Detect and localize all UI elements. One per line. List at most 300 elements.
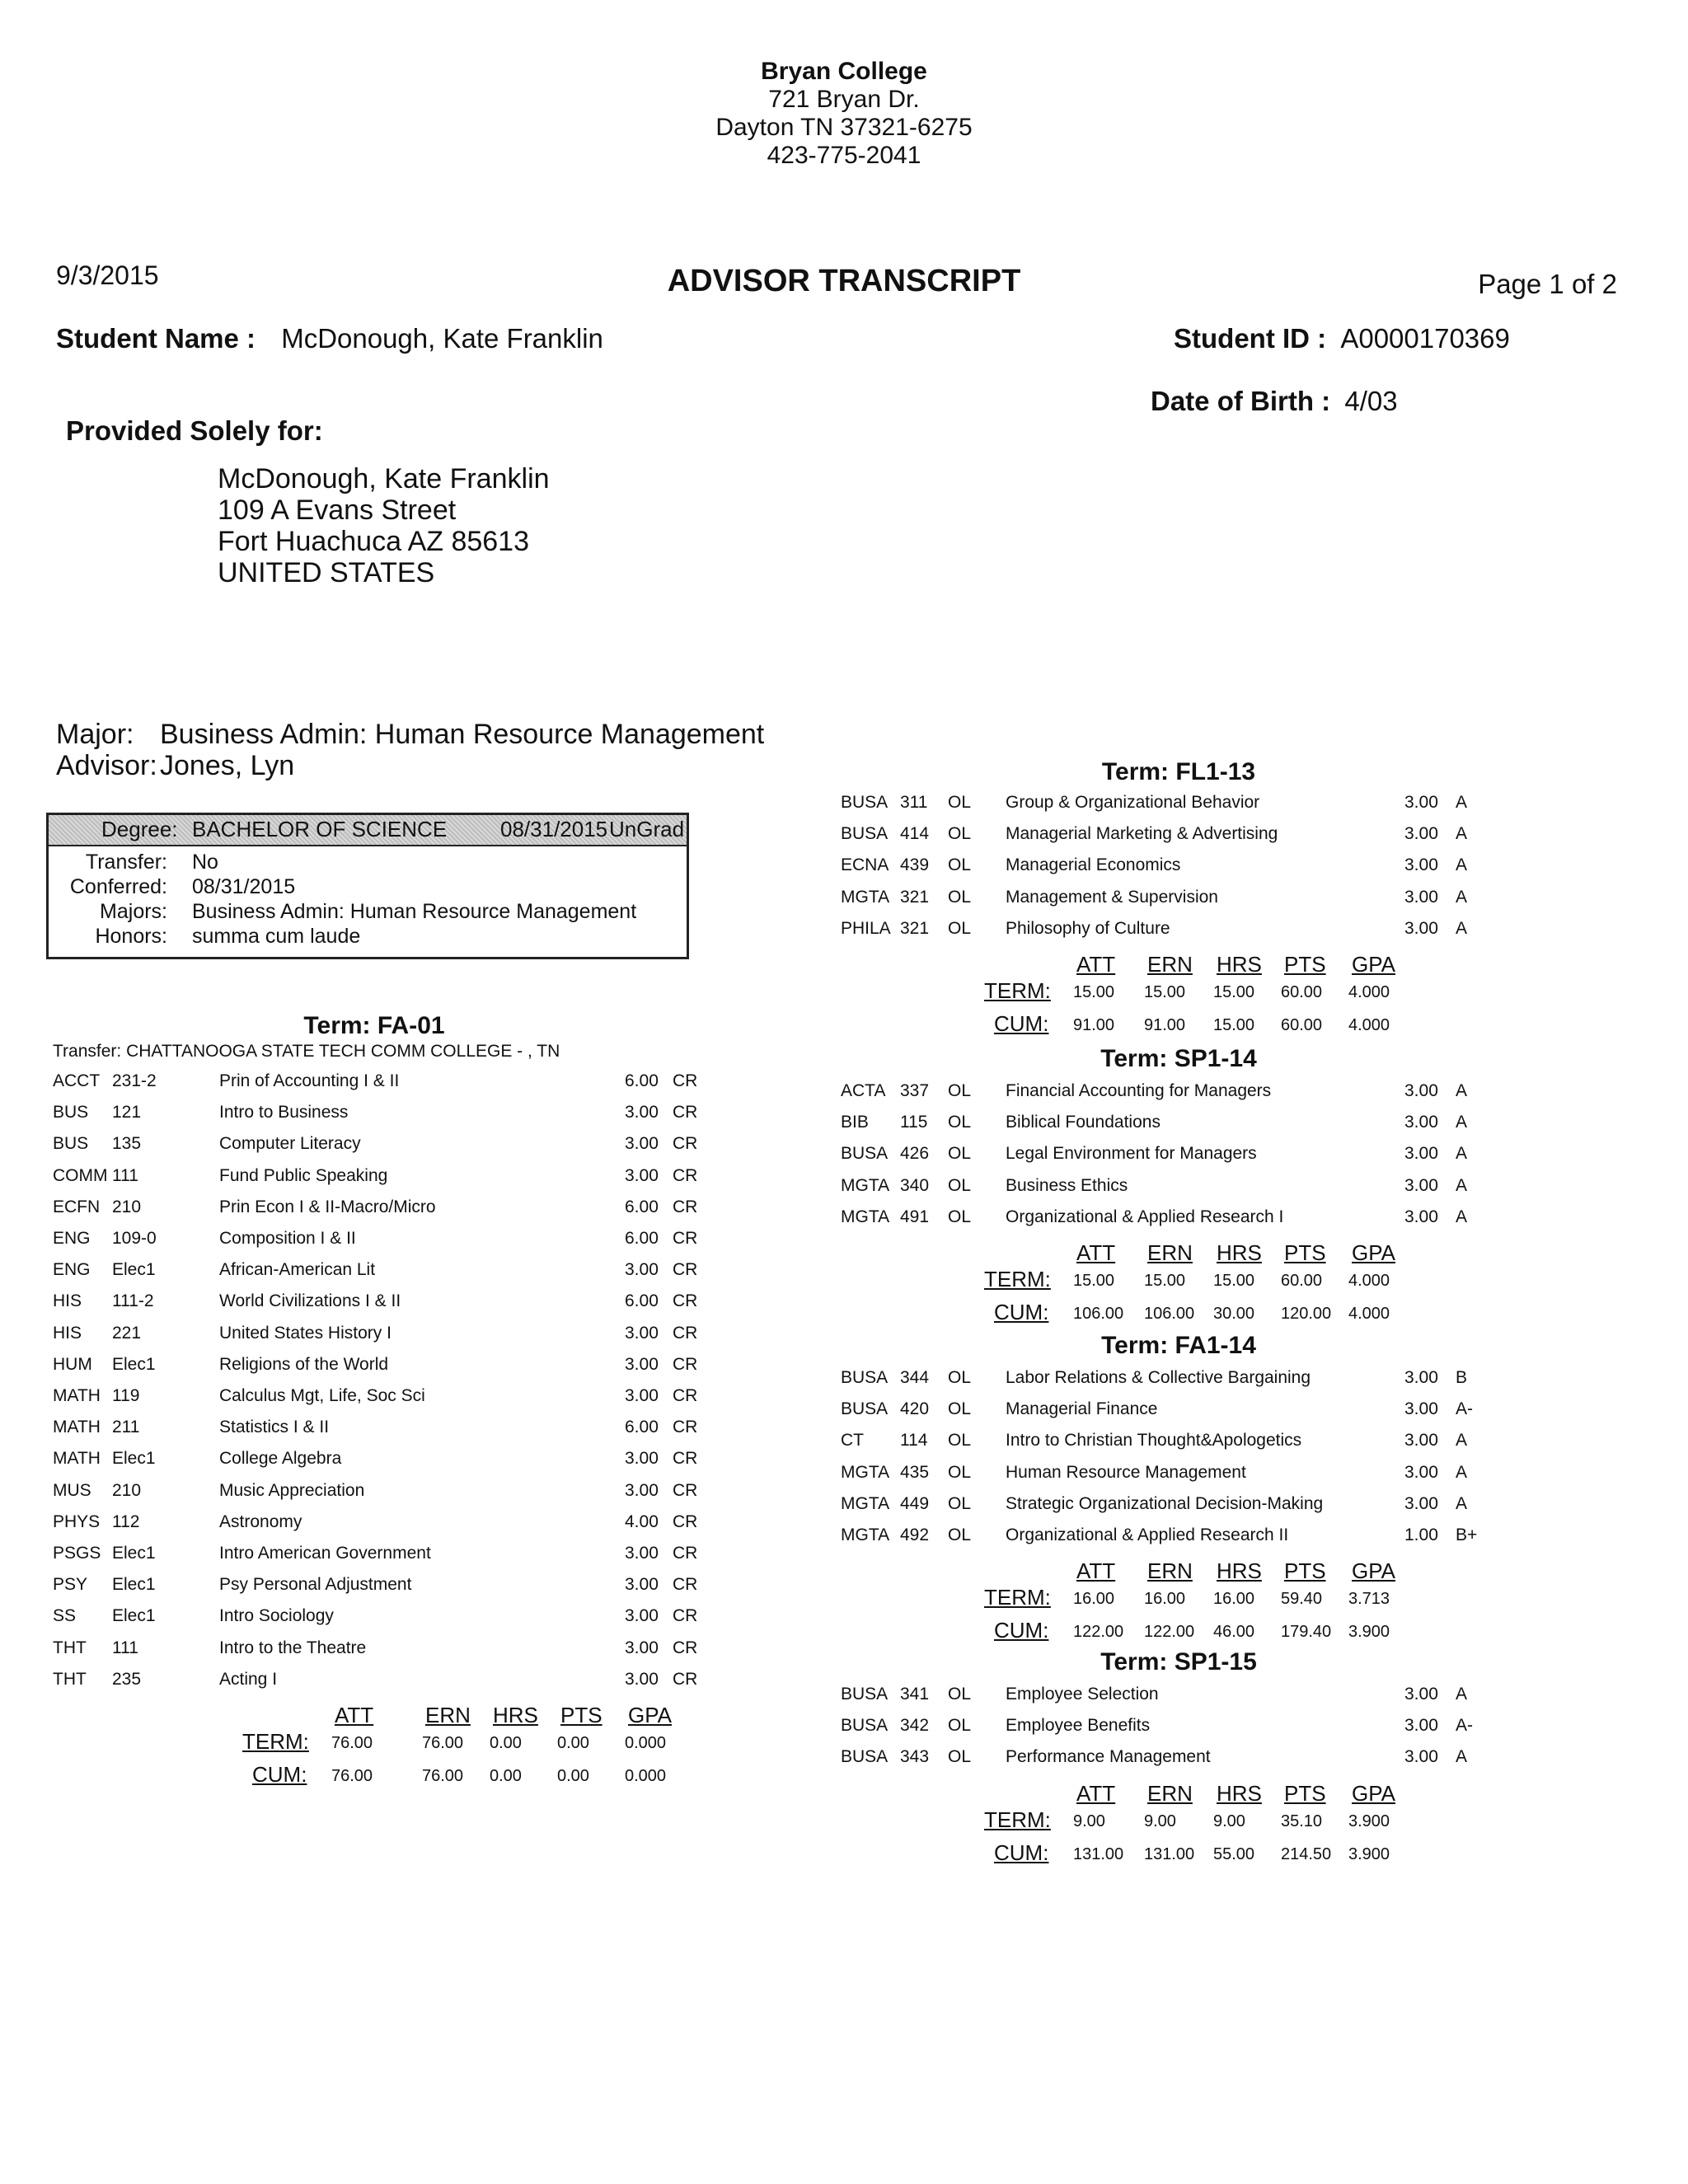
course-credits: 6.00 [625,1418,659,1437]
course-number: 111 [112,1638,138,1657]
course-grade: A [1456,793,1468,812]
term-summary [841,1240,1517,1331]
course-mode: OL [948,793,972,812]
course-title: Astronomy [219,1511,302,1531]
term-title: Term: SP1-15 [1100,1648,1257,1675]
document-title: ADVISOR TRANSCRIPT [667,264,1021,298]
institution-address-1: 721 Bryan Dr. [768,86,920,113]
course-credits: 6.00 [625,1197,659,1216]
course-row [53,1606,696,1638]
term-value: 0.00 [557,1734,589,1752]
course-row [53,1291,696,1323]
major-label: Major: [56,719,134,750]
course-grade: A [1456,855,1468,875]
course-credits: 3.00 [625,1323,659,1343]
term-value: 76.00 [422,1734,464,1752]
cum-row-label: CUM: [994,1300,1049,1324]
course-subject: BUSA [841,1368,889,1387]
course-grade: A [1456,1081,1468,1100]
course-number: 342 [900,1716,930,1736]
course-title: Business Ethics [1006,1175,1128,1195]
course-grade: CR [673,1575,698,1595]
course-grade: CR [673,1386,698,1405]
course-grade: B+ [1456,1526,1478,1544]
term-title: Term: FA-01 [303,1012,445,1039]
course-grade: CR [673,1103,698,1122]
cum-value: 4.000 [1348,1305,1390,1323]
student-id: A0000170369 [1340,323,1510,354]
course-row [53,1670,696,1701]
major-advisor [56,719,764,781]
term-row-label: TERM: [242,1729,309,1754]
course-number: 420 [900,1399,930,1419]
course-mode: OL [948,887,972,907]
summary-header: GPA [1352,952,1395,977]
summary-header: HRS [1217,952,1262,977]
degree-row [49,850,687,874]
course-subject: CT [841,1431,864,1451]
course-number: 311 [900,793,928,812]
term-title: Term: FL1-13 [1101,758,1256,785]
page-number: Page 1 of 2 [1478,269,1617,299]
course-credits: 3.00 [1404,824,1438,844]
degree-row-value: summa cum laude [192,925,361,948]
term-value: 3.713 [1348,1590,1390,1609]
course-title: Managerial Finance [1006,1399,1158,1419]
course-grade: A- [1456,1716,1473,1736]
course-grade: A [1456,1175,1468,1195]
course-credits: 3.00 [1404,1207,1438,1226]
course-title: Statistics I & II [219,1418,330,1437]
course-row [53,1229,696,1260]
course-subject: MUS [53,1480,91,1500]
course-title: Organizational & Applied Research I [1006,1207,1284,1226]
course-number: Elec1 [112,1260,156,1280]
course-row [841,1207,1517,1239]
course-title: United States History I [219,1323,392,1343]
course-row [53,1324,696,1355]
cum-value: 76.00 [331,1767,373,1785]
course-credits: 3.00 [625,1134,659,1154]
course-title: Intro to the Theatre [219,1638,367,1657]
course-mode: OL [948,855,972,875]
course-credits: 3.00 [1404,1368,1438,1387]
course-credits: 3.00 [1404,855,1438,875]
term-row-label: TERM: [984,1585,1051,1610]
cum-value: 55.00 [1213,1844,1255,1863]
course-title: Biblical Foundations [1006,1113,1160,1132]
address-line: 109 A Evans Street [218,494,457,526]
course-number: Elec1 [112,1544,156,1563]
term-value: 9.00 [1213,1811,1245,1830]
student-name-row [56,323,603,354]
course-subject: MGTA [841,1175,890,1195]
course-title: Managerial Economics [1006,855,1181,875]
course-row [53,1197,696,1229]
institution-address-2: Dayton TN 37321-6275 [715,114,973,141]
course-number: 449 [900,1493,930,1513]
course-row [53,1386,696,1418]
course-grade: A [1456,887,1468,907]
course-subject: BUSA [841,1716,889,1736]
summary-header: ERN [1147,952,1193,977]
summary-header: ATT [1076,952,1116,977]
course-mode: OL [948,1747,972,1767]
course-subject: MGTA [841,1526,890,1544]
course-number: 343 [900,1747,930,1767]
course-number: 112 [112,1511,140,1531]
course-subject: ENG [53,1260,91,1280]
course-row [53,1449,696,1480]
course-number: 210 [112,1197,142,1216]
course-grade: CR [673,1260,698,1280]
course-grade: CR [673,1638,698,1657]
cum-value: 91.00 [1073,1016,1115,1034]
summary-header: ATT [335,1703,374,1727]
major-value: Business Admin: Human Resource Management [160,719,765,750]
term-value: 4.000 [1348,1272,1390,1290]
course-number: 231-2 [112,1071,157,1090]
course-credits: 3.00 [625,1544,659,1563]
course-credits: 3.00 [1404,1493,1438,1513]
cum-value: 179.40 [1281,1623,1332,1642]
course-number: 111-2 [112,1291,154,1311]
summary-header: PTS [1284,952,1326,977]
course-grade: A [1456,1144,1468,1164]
term-value: 16.00 [1144,1590,1186,1609]
course-credits: 3.00 [625,1638,659,1657]
summary-header: HRS [1217,1240,1262,1265]
course-mode: OL [948,1207,972,1226]
cum-value: 214.50 [1281,1844,1332,1863]
course-title: Strategic Organizational Decision-Making [1006,1493,1324,1513]
cum-value: 4.000 [1348,1016,1390,1034]
summary-header: PTS [1284,1558,1326,1584]
summary-header: ERN [1147,1780,1193,1806]
course-credits: 3.00 [1404,887,1438,907]
term-title: Term: FA1-14 [1101,1332,1256,1359]
dob-row [1151,386,1398,417]
course-subject: MGTA [841,1493,890,1513]
course-row [53,1166,696,1197]
cum-value: 91.00 [1144,1016,1186,1034]
course-number: Elec1 [112,1354,156,1374]
course-number: 111 [112,1165,138,1185]
cum-value: 0.00 [490,1767,522,1785]
course-credits: 3.00 [625,1669,659,1689]
course-number: 414 [900,824,930,844]
course-subject: ECNA [841,855,889,875]
course-number: Elec1 [112,1606,156,1626]
course-title: Composition I & II [219,1229,356,1248]
course-credits: 3.00 [1404,1175,1438,1195]
cum-row-label: CUM: [994,1840,1049,1865]
course-row [53,1512,696,1544]
course-credits: 3.00 [1404,1081,1438,1100]
course-subject: ECFN [53,1197,101,1216]
course-grade: CR [673,1449,698,1469]
cum-value: 122.00 [1073,1623,1124,1642]
course-subject: HIS [53,1323,82,1343]
course-title: Fund Public Speaking [219,1165,388,1185]
course-title: Computer Literacy [219,1134,361,1154]
summary-header: GPA [1352,1780,1395,1806]
student-name: McDonough, Kate Franklin [281,323,603,354]
course-row [841,1685,1517,1716]
course-row [841,855,1517,887]
course-row [53,1103,696,1134]
term-value: 59.40 [1281,1590,1323,1609]
course-row [841,824,1517,855]
course-number: 435 [900,1462,930,1482]
student-id-label: Student ID : [1174,323,1327,354]
cum-row-label: CUM: [252,1762,307,1787]
course-mode: OL [948,1685,972,1704]
address-line: Fort Huachuca AZ 85613 [218,526,530,557]
course-subject: ACCT [53,1071,101,1090]
course-row [53,1071,696,1103]
course-subject: PHYS [53,1511,101,1531]
course-number: 492 [900,1526,930,1544]
course-number: 340 [900,1175,930,1195]
term-value: 15.00 [1213,1272,1255,1290]
course-mode: OL [948,1716,972,1736]
course-credits: 3.00 [625,1165,659,1185]
course-credits: 3.00 [1404,1113,1438,1132]
degree-row-label: Conferred: [69,875,167,898]
course-grade: A- [1456,1399,1473,1419]
course-row [53,1544,696,1575]
course-row [841,1716,1517,1747]
course-row [841,1081,1517,1113]
course-credits: 3.00 [625,1103,659,1122]
degree-row-label: Transfer: [85,851,167,874]
term-summary [841,952,1517,1043]
degree-row-value: 08/31/2015 [192,875,296,898]
course-number: 321 [900,887,930,907]
degree-row [49,924,687,949]
course-credits: 3.00 [625,1606,659,1626]
cum-row-label: CUM: [994,1011,1049,1036]
course-credits: 3.00 [625,1575,659,1595]
term-value: 4.000 [1348,983,1390,1001]
degree-row-label: Honors: [95,925,167,948]
course-number: 321 [900,918,930,938]
degree-label: Degree: [101,817,178,841]
course-grade: A [1456,918,1468,938]
summary-header: PTS [560,1703,603,1727]
course-row [53,1260,696,1291]
course-subject: BUSA [841,1144,889,1164]
term-value: 35.10 [1281,1811,1323,1830]
term-value: 15.00 [1213,983,1255,1001]
student-id-row [1174,323,1510,354]
institution-phone: 423-775-2041 [767,142,921,169]
course-title: Intro to Business [219,1103,349,1122]
summary-header: HRS [493,1703,538,1727]
cum-value: 46.00 [1213,1623,1255,1642]
institution-header [0,58,1688,170]
course-title: Acting I [219,1669,278,1689]
summary-header: ERN [1147,1240,1193,1265]
cum-value: 106.00 [1073,1305,1124,1323]
course-title: Calculus Mgt, Life, Soc Sci [219,1386,425,1405]
term-value: 76.00 [331,1734,373,1752]
summary-header: ATT [1076,1558,1116,1584]
course-title: World Civilizations I & II [219,1291,401,1311]
course-subject: PSGS [53,1544,101,1563]
degree-row [49,874,687,899]
course-number: 439 [900,855,930,875]
course-title: Intro to Christian Thought&Apologetics [1006,1431,1302,1451]
cum-value: 0.00 [557,1767,589,1785]
course-grade: CR [673,1134,698,1154]
advisor-label: Advisor: [56,750,157,781]
course-grade: A [1456,824,1468,844]
summary-header: ERN [1147,1558,1193,1584]
term-value: 16.00 [1213,1590,1255,1609]
course-number: 426 [900,1144,930,1164]
course-mode: OL [948,918,972,938]
course-title: Philosophy of Culture [1006,918,1170,938]
course-grade: B [1456,1368,1468,1387]
course-number: 211 [112,1418,140,1437]
course-credits: 3.00 [1404,1399,1438,1419]
cum-value: 120.00 [1281,1305,1332,1323]
course-credits: 6.00 [625,1071,659,1090]
course-subject: MGTA [841,1207,890,1226]
course-subject: THT [53,1669,87,1689]
course-grade: CR [673,1291,698,1311]
course-grade: CR [673,1229,698,1248]
course-row [841,1494,1517,1526]
course-mode: OL [948,1113,972,1132]
course-mode: OL [948,824,972,844]
course-credits: 3.00 [1404,1716,1438,1736]
term-summary [841,1781,1517,1872]
address-line: UNITED STATES [218,557,435,588]
course-grade: A [1456,1113,1468,1132]
degree-row-value: No [192,851,218,874]
course-number: Elec1 [112,1449,156,1469]
institution-name: Bryan College [761,58,927,85]
course-title: Prin Econ I & II-Macro/Micro [219,1197,436,1216]
course-mode: OL [948,1526,972,1544]
summary-header: ERN [425,1703,471,1727]
summary-header: HRS [1217,1780,1262,1806]
course-row [841,1526,1517,1557]
course-title: Labor Relations & Collective Bargaining [1006,1368,1311,1387]
course-row [53,1638,696,1670]
course-title: Performance Management [1006,1747,1211,1767]
course-credits: 3.00 [625,1449,659,1469]
course-number: 115 [900,1113,928,1132]
course-credits: 6.00 [625,1291,659,1311]
course-row [841,1144,1517,1175]
course-grade: CR [673,1418,698,1437]
course-title: Management & Supervision [1006,887,1218,907]
degree-row-value: Business Admin: Human Resource Management [192,900,637,923]
course-title: Religions of the World [219,1354,389,1374]
course-title: Legal Environment for Managers [1006,1144,1257,1164]
course-row [53,1418,696,1449]
cum-value: 3.900 [1348,1623,1390,1642]
course-subject: SS [53,1606,77,1626]
course-subject: PHILA [841,918,891,938]
course-subject: THT [53,1638,87,1657]
course-title: College Algebra [219,1449,342,1469]
course-subject: COMM [53,1165,108,1185]
course-credits: 4.00 [625,1511,659,1531]
course-title: Psy Personal Adjustment [219,1575,412,1595]
degree-level: UnGrad [609,817,685,841]
address-line: McDonough, Kate Franklin [218,463,550,494]
course-grade: CR [673,1165,698,1185]
course-title: Intro American Government [219,1544,431,1563]
cum-value: 76.00 [422,1767,464,1785]
summary-header: GPA [1352,1240,1395,1265]
course-number: 210 [112,1480,142,1500]
course-credits: 3.00 [1404,793,1438,812]
term-transfer-note: Transfer: CHATTANOOGA STATE TECH COMM COLLEGE - , TN [53,1042,560,1061]
course-mode: OL [948,1431,972,1451]
course-credits: 3.00 [625,1354,659,1374]
course-row [841,1399,1517,1431]
course-subject: BUS [53,1134,89,1154]
dob-value: 4/03 [1344,386,1398,416]
course-subject: MATH [53,1449,101,1469]
degree-date: 08/31/2015 [500,817,608,841]
course-number: Elec1 [112,1575,156,1595]
term-value: 9.00 [1144,1811,1176,1830]
course-number: 235 [112,1669,142,1689]
term-value: 0.000 [625,1734,667,1752]
course-mode: OL [948,1399,972,1419]
course-subject: MATH [53,1386,101,1405]
term-value: 15.00 [1144,983,1186,1001]
term-row-label: TERM: [984,978,1051,1003]
course-grade: CR [673,1071,698,1090]
course-mode: OL [948,1175,972,1195]
course-number: 114 [900,1431,928,1451]
course-mode: OL [948,1462,972,1482]
print-date: 9/3/2015 [56,260,159,290]
degree-bar [49,815,687,846]
course-grade: A [1456,1685,1468,1704]
course-grade: CR [673,1606,698,1626]
term-value: 16.00 [1073,1590,1115,1609]
course-credits: 3.00 [1404,1685,1438,1704]
course-grade: A [1456,1493,1468,1513]
term-value: 15.00 [1144,1272,1186,1290]
term-value: 15.00 [1073,983,1115,1001]
course-title: Music Appreciation [219,1480,365,1500]
course-grade: A [1456,1431,1468,1451]
course-mode: OL [948,1493,972,1513]
course-subject: BUS [53,1103,89,1122]
term-value: 3.900 [1348,1811,1390,1830]
course-credits: 3.00 [625,1480,659,1500]
course-grade: CR [673,1197,698,1216]
cum-value: 131.00 [1073,1844,1124,1863]
student-name-label: Student Name : [56,323,256,354]
term-title: Term: SP1-14 [1100,1045,1257,1072]
summary-header: GPA [628,1703,672,1727]
course-subject: MGTA [841,887,890,907]
term-summary [53,1703,696,1793]
course-row [841,888,1517,919]
degree-name: BACHELOR OF SCIENCE [192,817,448,841]
